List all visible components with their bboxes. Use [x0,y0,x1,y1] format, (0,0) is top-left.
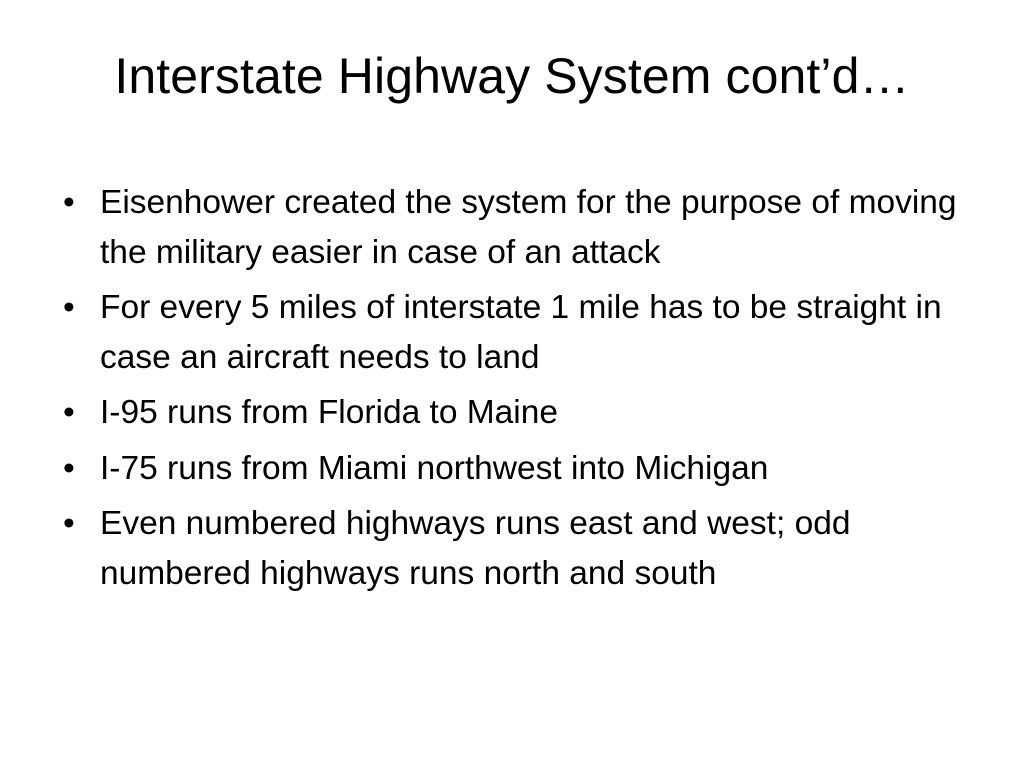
bullet-icon: • [63,289,75,327]
bullet-list [56,178,984,605]
list-item-text: Eisenhower created the system for the purpose of moving the military easier in case of an attack [100,184,957,271]
list-item [56,178,984,277]
bullet-icon: • [63,449,75,487]
list-item-text: I-95 runs from Florida to Maine [100,394,559,432]
list-item [56,283,984,382]
page-title: Interstate Highway System cont’d… [114,48,910,104]
list-item [56,388,984,438]
list-item-text: For every 5 miles of interstate 1 mile has to be straight in case an aircraft needs to land [100,289,942,376]
bullet-icon: • [63,394,75,432]
bullet-icon: • [63,505,75,543]
list-item [56,444,984,494]
bullet-icon: • [63,184,75,221]
list-item-text: I-75 runs from Miami northwest into Michigan [100,449,769,487]
list-item-text: Even numbered highways runs east and west; odd numbered highways runs north and south [100,505,851,593]
list-item [56,499,984,598]
